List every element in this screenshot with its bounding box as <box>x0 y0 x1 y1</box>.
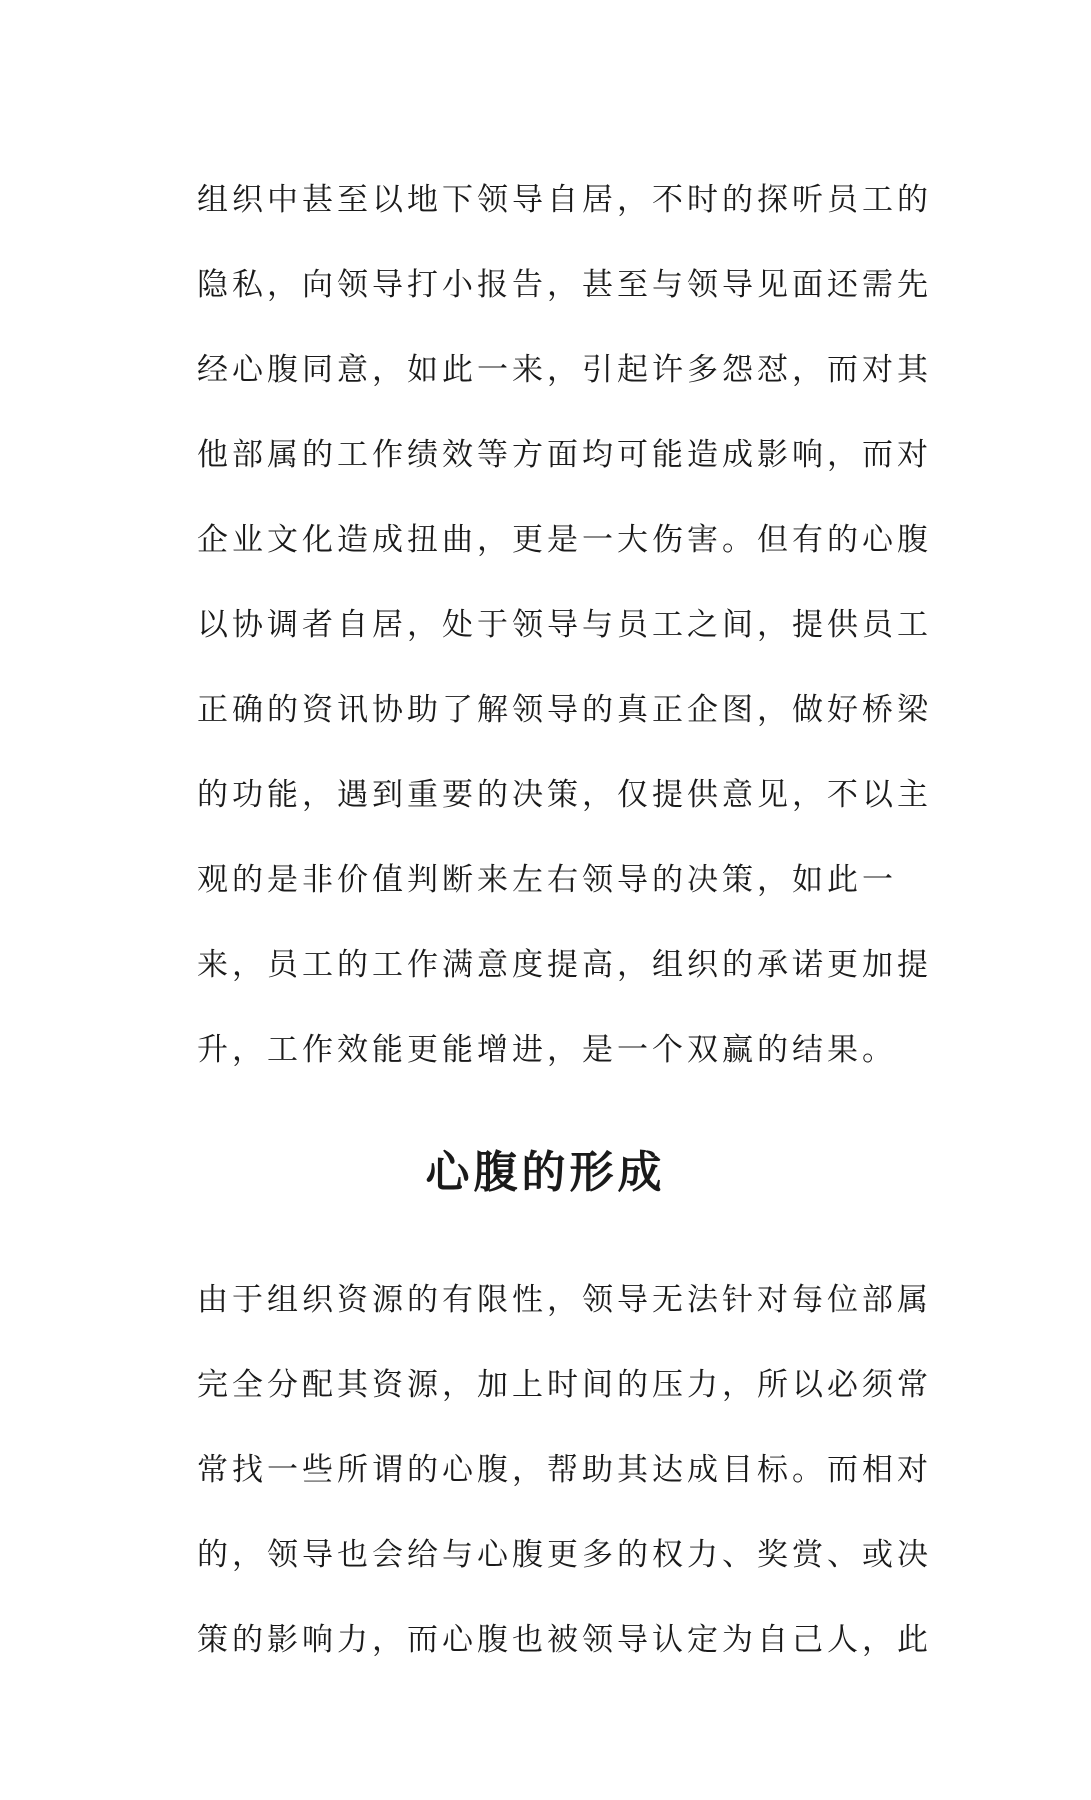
paragraph-1-line-10: 来，员工的工作满意度提高，组织的承诺更加提 <box>197 947 932 983</box>
paragraph-1-line-3: 经心腹同意，如此一来，引起许多怨怼，而对其 <box>197 352 932 388</box>
paragraph-1-line-2: 隐私，向领导打小报告，甚至与领导见面还需先 <box>197 267 932 303</box>
paragraph-1-line-4: 他部属的工作绩效等方面均可能造成影响，而对 <box>197 437 932 473</box>
paragraph-1-line-7: 正确的资讯协助了解领导的真正企图，做好桥梁 <box>197 692 932 728</box>
paragraph-1-line-11: 升，工作效能更能增进，是一个双赢的结果。 <box>197 1032 897 1068</box>
paragraph-2-line-5: 策的影响力，而心腹也被领导认定为自己人，此 <box>197 1622 932 1658</box>
paragraph-1-line-5: 企业文化造成扭曲，更是一大伤害。但有的心腹 <box>197 522 932 558</box>
paragraph-1-line-9: 观的是非价值判断来左右领导的决策，如此一 <box>197 862 897 898</box>
paragraph-2-line-4: 的，领导也会给与心腹更多的权力、奖赏、或决 <box>197 1537 932 1573</box>
paragraph-1-line-1: 组织中甚至以地下领导自居，不时的探听员工的 <box>197 182 932 218</box>
paragraph-2-line-3: 常找一些所谓的心腹，帮助其达成目标。而相对 <box>197 1452 932 1488</box>
paragraph-2-line-1: 由于组织资源的有限性，领导无法针对每位部属 <box>197 1282 932 1318</box>
section-heading: 心腹的形成 <box>425 1147 666 1198</box>
paragraph-1-line-8: 的功能，遇到重要的决策，仅提供意见，不以主 <box>197 777 932 813</box>
paragraph-2-line-2: 完全分配其资源，加上时间的压力，所以必须常 <box>197 1367 932 1403</box>
paragraph-1-line-6: 以协调者自居，处于领导与员工之间，提供员工 <box>197 607 932 643</box>
